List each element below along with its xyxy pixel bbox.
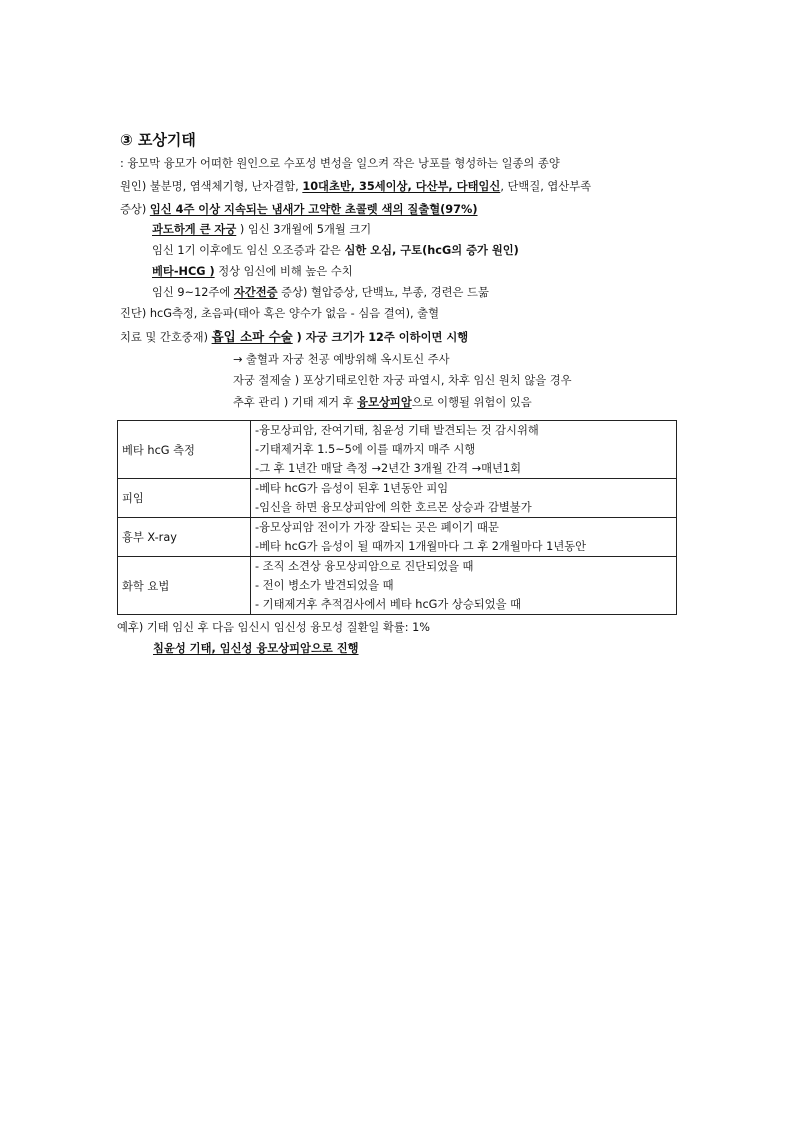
table-row-label: 피임 bbox=[118, 479, 251, 518]
symptom-main: 임신 4주 이상 지속되는 냄새가 고약한 초콜렛 색의 질출혈(97%) bbox=[149, 203, 478, 216]
management-table bbox=[117, 420, 677, 615]
table-cell-line: -임신을 하면 융모상피암에 의한 호르몬 상승과 감별불가 bbox=[255, 501, 532, 514]
section-title: ③ 포상기태 bbox=[120, 131, 196, 149]
symptom-nausea: 심한 오심, 구토(hcG의 증가 원인) bbox=[344, 244, 519, 257]
table-row bbox=[118, 421, 677, 479]
table-row bbox=[118, 479, 677, 518]
symptom-line-2 bbox=[152, 222, 371, 238]
treatment-label: 치료 및 간호중재) bbox=[120, 331, 212, 344]
treatment-line bbox=[120, 329, 468, 346]
symptom-pe-pre: 임신 9~12주에 bbox=[152, 286, 234, 299]
cause-line bbox=[120, 179, 591, 195]
treatment-line-3: 자궁 절제술 ) 포상기태로인한 자궁 파열시, 차후 임신 원치 않을 경우 bbox=[233, 374, 572, 387]
table-cell-line: - 기태제거후 추적검사에서 베타 hcG가 상승되었을 때 bbox=[255, 598, 522, 611]
symptom-enlarged-uterus: 과도하게 큰 자궁 bbox=[152, 223, 237, 236]
table-cell-line: -기태제거후 1.5~5에 이를 때까지 매주 시행 bbox=[255, 443, 476, 456]
cause-text: 불분명, 염색체기형, 난자결함, bbox=[146, 180, 303, 193]
treatment-line-2: → 출혈과 자궁 천공 예방위해 옥시토신 주사 bbox=[233, 353, 450, 366]
table-cell-line: -융모상피암, 잔여기태, 침윤성 기태 발견되는 것 감시위해 bbox=[255, 424, 539, 437]
table-cell-line: - 조직 소견상 융모상피암으로 진단되었을 때 bbox=[255, 560, 474, 573]
definition-line: : 융모막 융모가 어떠한 원인으로 수포성 변성을 일으켜 작은 낭포를 형성하는 일종의 종양 bbox=[120, 157, 560, 170]
symptom-label: 증상) bbox=[120, 203, 147, 216]
symptom-line-3 bbox=[152, 243, 519, 259]
symptom-line-5 bbox=[152, 285, 489, 301]
symptom-enlarged-uterus-desc: ) 임신 3개월에 5개월 크기 bbox=[236, 223, 372, 236]
table-cell-line: -융모상피암 전이가 가장 잘되는 곳은 폐이기 때문 bbox=[255, 521, 499, 534]
table-row-content bbox=[251, 518, 677, 557]
cause-text-end: , 단백질, 엽산부족 bbox=[500, 180, 592, 193]
table-cell-line: -그 후 1년간 매달 측정 →2년간 3개월 간격 →매년1회 bbox=[255, 462, 522, 475]
treatment-followup-post: 으로 이행될 위험이 있음 bbox=[411, 396, 532, 409]
table-row bbox=[118, 557, 677, 615]
symptom-nausea-pre: 임신 1기 이후에도 임신 오조증과 같은 bbox=[152, 244, 345, 257]
prognosis-line: 예후) 기태 임신 후 다음 임신시 임신성 융모성 질환일 확률: 1% bbox=[117, 621, 431, 634]
diagnosis-line: 진단) hcG측정, 초음파(태아 혹은 양수가 없음 - 심음 결여), 출혈 bbox=[120, 307, 440, 320]
treatment-suction-desc: ) 자궁 크기가 12주 이하이면 시행 bbox=[292, 331, 469, 344]
table-row-content bbox=[251, 479, 677, 518]
treatment-line-4 bbox=[233, 395, 532, 411]
symptom-beta-hcg: 베타-HCG ) bbox=[152, 265, 215, 278]
table-cell-line: -베타 hcG가 음성이 된후 1년동안 피임 bbox=[255, 482, 449, 495]
symptom-line-4 bbox=[152, 264, 353, 280]
prognosis-line-2 bbox=[153, 641, 359, 657]
table-row bbox=[118, 518, 677, 557]
table-row-label: 베타 hcG 측정 bbox=[118, 421, 251, 479]
symptom-line bbox=[120, 202, 478, 218]
symptom-beta-hcg-desc: 정상 임신에 비해 높은 수치 bbox=[214, 265, 353, 278]
table-row-label: 흉부 X-ray bbox=[118, 518, 251, 557]
treatment-suction: 흡입 소파 수술 bbox=[211, 329, 293, 344]
symptom-pe-desc: 증상) 혈압증상, 단백뇨, 부종, 경련은 드묾 bbox=[277, 286, 489, 299]
treatment-choriocarcinoma: 융모상피암 bbox=[357, 396, 412, 409]
treatment-followup-pre: 추후 관리 ) 기태 제거 후 bbox=[233, 396, 358, 409]
cause-label: 원인) bbox=[120, 180, 147, 193]
table-row-content bbox=[251, 421, 677, 479]
prognosis-progression: 침윤성 기태, 임신성 융모상피암으로 진행 bbox=[153, 642, 359, 655]
table-cell-line: - 전이 병소가 발견되었을 때 bbox=[255, 579, 394, 592]
cause-risk-factors: 10대초반, 35세이상, 다산부, 다태임신 bbox=[302, 180, 501, 193]
table-row-label: 화학 요법 bbox=[118, 557, 251, 615]
symptom-preeclampsia: 자간전증 bbox=[233, 286, 278, 299]
table-row-content bbox=[251, 557, 677, 615]
table-cell-line: -베타 hcG가 음성이 될 때까지 1개월마다 그 후 2개월마다 1년동안 bbox=[255, 540, 587, 553]
